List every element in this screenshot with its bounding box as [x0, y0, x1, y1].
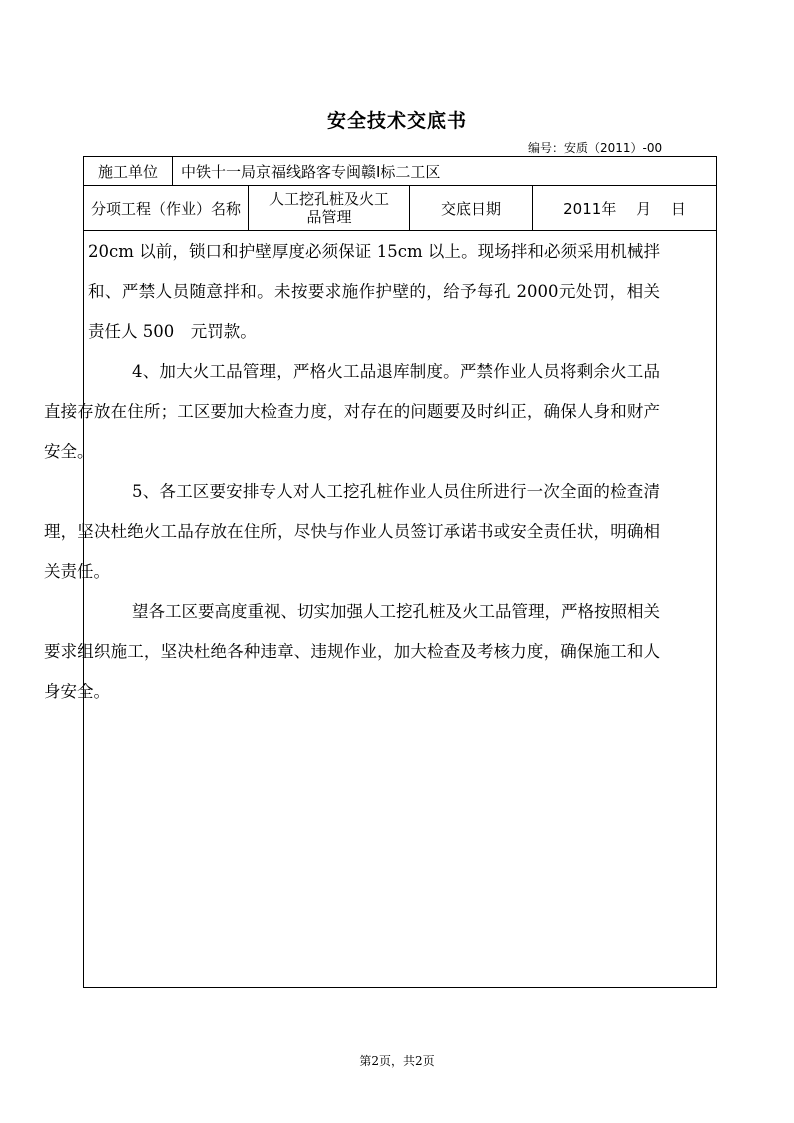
disclosure-content: [44, 232, 660, 712]
content-paragraph: 5、各工区要安排专人对人工挖孔桩作业人员住所进行一次全面的检查清理，坚决杜绝火工品存放在住所，尽快与作业人员签订承诺书或安全责任状，明确相关责任。: [44, 482, 660, 581]
unit-label: 施工单位: [97, 162, 158, 181]
unit-value: 中铁十一局京福线路客专闽赣Ⅰ标二工区: [181, 162, 441, 181]
content-paragraph: 望各工区要高度重视、切实加强人工挖孔桩及火工品管理，严格按照相关要求组织施工，坚决杜绝各种违章、违规作业，加大检查及考核力度，确保施工和人身安全。: [44, 602, 660, 701]
document-number: 编号：安质（2011）-00: [528, 141, 663, 155]
row-divider: [84, 230, 716, 231]
page-number: 第2页，共2页: [359, 1054, 435, 1068]
document-title: 安全技术交底书: [326, 110, 467, 132]
date-value: 2011年 月 日: [563, 199, 686, 218]
content-paragraph: 4、加大火工品管理，严格火工品退库制度。严禁作业人员将剩余火工品直接存放在住所；工区要加大检查力度，对存在的问题要及时纠正，确保人身和财产安全。: [44, 362, 660, 461]
item-label: 分项工程（作业）名称: [90, 199, 241, 218]
content-paragraph: 20cm 以前，锁口和护壁厚度必须保证 15cm 以上。现场拌和必须采用机械拌和、严禁人员随意拌和。未按要求施作护壁的，给予每孔 2000元处罚，相关责任人 500 元罚款。: [88, 242, 660, 341]
item-value: 人工挖孔桩及火工品管理: [268, 190, 389, 226]
date-label: 交底日期: [440, 199, 501, 218]
